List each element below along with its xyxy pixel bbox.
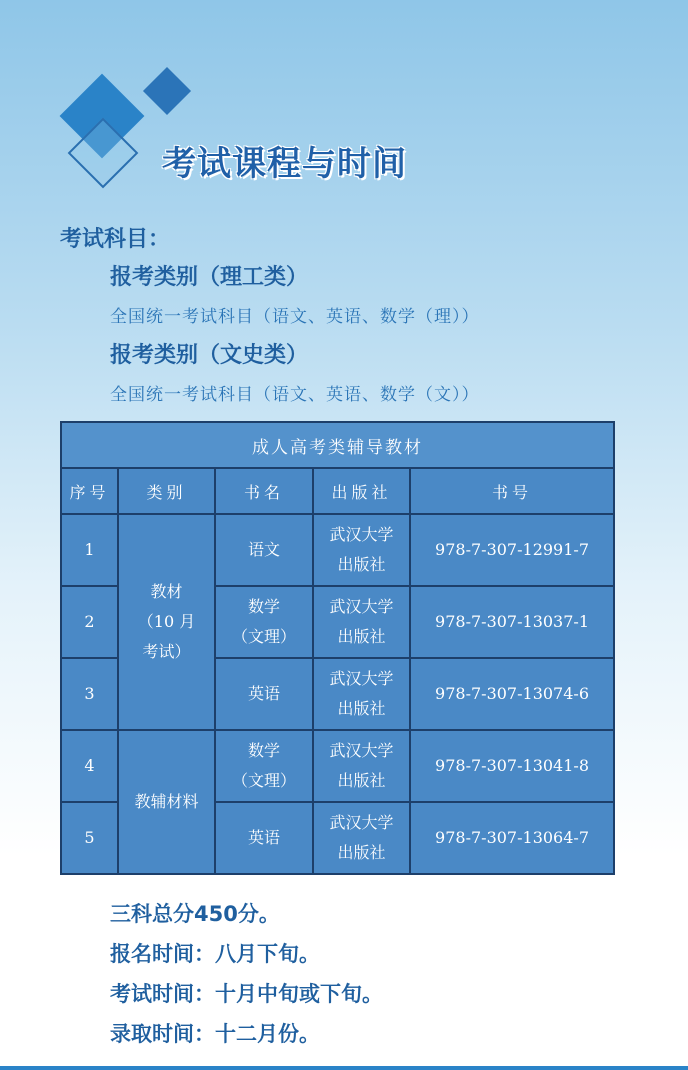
header-book: 书名 xyxy=(215,468,313,514)
decorative-diamond-small xyxy=(143,67,191,115)
book-name: 英语 xyxy=(247,828,280,847)
admission-time-text: 录取时间：十二月份。 xyxy=(110,1022,320,1046)
category-line: 教材 xyxy=(150,582,183,601)
table-caption-row xyxy=(61,422,614,468)
publisher-cell xyxy=(313,514,410,586)
publisher-cell xyxy=(313,658,410,730)
row-no: 2 xyxy=(61,586,118,658)
isbn-cell: 978-7-307-13041-8 xyxy=(410,730,614,802)
header-publisher: 出版社 xyxy=(313,468,410,514)
publisher-line: 出版社 xyxy=(337,843,386,862)
row-no: 4 xyxy=(61,730,118,802)
book-cell xyxy=(215,730,313,802)
book-name-note: （文理） xyxy=(231,771,296,790)
table-header-row xyxy=(61,468,614,514)
total-score-text: 三科总分450分。 xyxy=(110,902,280,926)
header-category: 类别 xyxy=(118,468,215,514)
table-caption: 成人高考类辅导教材 xyxy=(61,422,614,468)
category-cell-supplementary: 教辅材料 xyxy=(118,730,215,874)
table-row xyxy=(61,730,614,802)
isbn-cell: 978-7-307-12991-7 xyxy=(410,514,614,586)
book-cell xyxy=(215,658,313,730)
publisher-line: 出版社 xyxy=(337,555,386,574)
registration-time-text: 报名时间：八月下旬。 xyxy=(110,942,320,966)
category-science-engineering: 报考类别（理工类） xyxy=(110,265,309,290)
book-cell xyxy=(215,586,313,658)
publisher-line: 出版社 xyxy=(337,699,386,718)
book-name: 语文 xyxy=(247,540,280,559)
publisher-line: 武汉大学 xyxy=(329,597,394,616)
category-line: （10 月 xyxy=(137,612,196,631)
book-cell xyxy=(215,802,313,874)
publisher-line: 武汉大学 xyxy=(329,813,394,832)
row-no: 3 xyxy=(61,658,118,730)
bottom-divider xyxy=(0,1066,688,1070)
publisher-cell xyxy=(313,802,410,874)
header-no: 序号 xyxy=(61,468,118,514)
category-liberal-arts: 报考类别（文史类） xyxy=(110,343,309,368)
publisher-cell xyxy=(313,730,410,802)
book-cell xyxy=(215,514,313,586)
isbn-cell: 978-7-307-13074-6 xyxy=(410,658,614,730)
book-name: 数学 xyxy=(247,597,280,616)
publisher-cell xyxy=(313,586,410,658)
exam-time-text: 考试时间：十月中旬或下旬。 xyxy=(110,982,383,1006)
book-name-note: （文理） xyxy=(231,627,296,646)
publisher-line: 出版社 xyxy=(337,627,386,646)
isbn-cell: 978-7-307-13037-1 xyxy=(410,586,614,658)
category-arts-subjects: 全国统一考试科目（语文、英语、数学（文）） xyxy=(110,385,480,405)
isbn-cell: 978-7-307-13064-7 xyxy=(410,802,614,874)
book-name: 数学 xyxy=(247,741,280,760)
category-line: 考试） xyxy=(142,642,191,661)
header-isbn: 书号 xyxy=(410,468,614,514)
row-no: 1 xyxy=(61,514,118,586)
publisher-line: 武汉大学 xyxy=(329,741,394,760)
row-no: 5 xyxy=(61,802,118,874)
category-science-subjects: 全国统一考试科目（语文、英语、数学（理）） xyxy=(110,307,480,327)
publisher-line: 武汉大学 xyxy=(329,669,394,688)
category-cell-textbook xyxy=(118,514,215,730)
subjects-label: 考试科目： xyxy=(60,227,171,252)
publisher-line: 武汉大学 xyxy=(329,525,394,544)
textbook-table xyxy=(60,421,615,875)
publisher-line: 出版社 xyxy=(337,771,386,790)
book-name: 英语 xyxy=(247,684,280,703)
page-title: 考试课程与时间 xyxy=(162,144,407,184)
table-row xyxy=(61,514,614,586)
